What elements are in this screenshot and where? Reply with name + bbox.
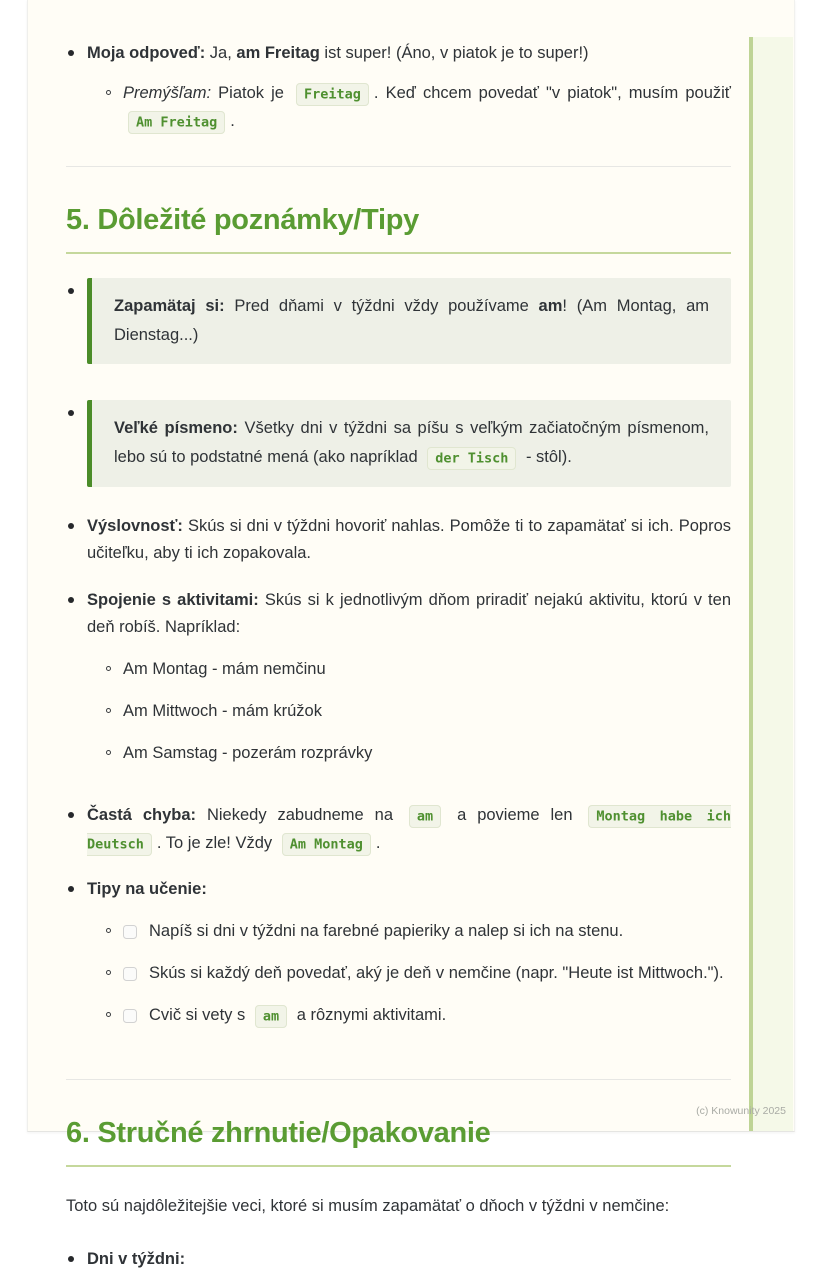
mistake-run-1: Niekedy zabudneme na — [196, 806, 404, 824]
mistake-run-4: . — [375, 834, 381, 852]
list-item-todo — [105, 918, 731, 945]
list-item-todo — [105, 1002, 731, 1030]
circle-bullet-icon — [106, 708, 111, 713]
bullet-icon — [68, 523, 74, 529]
todo-checkbox[interactable] — [123, 925, 137, 939]
code-chip-der-tisch: der Tisch — [427, 447, 516, 470]
code-chip-montag-habe-ich-deutsch: Montag habe ich Deutsch — [87, 805, 731, 856]
list-item-callout-capital — [66, 400, 731, 487]
circle-marker — [105, 918, 123, 945]
circle-bullet-icon — [106, 970, 111, 975]
list-item-thinking — [105, 80, 731, 136]
list-item-callout-remember — [66, 278, 731, 364]
bullet-marker — [66, 513, 87, 567]
callout-capital-run-1: Všetky dni v týždni sa píšu s veľkým začiatočným písmenom, lebo sú to podstatné mená (ako napríklad — [114, 419, 710, 466]
list-item-activity — [105, 740, 731, 767]
code-chip-am: am — [409, 805, 441, 828]
answer-bold-1: am Freitag — [236, 44, 320, 62]
thinking-run-3: . — [230, 112, 235, 130]
intro-list — [66, 40, 731, 136]
callout-remember-run-2: ! (Am Montag, am Dienstag...) — [114, 297, 709, 344]
activity-text: Am Samstag - pozerám rozprávky — [123, 744, 373, 762]
todo-checkbox[interactable] — [123, 1009, 137, 1023]
mistake-label: Častá chyba: — [87, 806, 197, 824]
circle-bullet-icon — [106, 90, 111, 95]
summary-list — [66, 1246, 731, 1273]
list-item-activities — [66, 587, 731, 782]
knowunity-watermark: (c) Knowunity 2025 — [696, 1105, 786, 1117]
callout-capital-run-2: - stôl). — [521, 448, 572, 466]
divider — [66, 1079, 731, 1080]
code-chip-am: am — [255, 1005, 287, 1028]
page-content — [66, 0, 731, 1286]
circle-bullet-icon — [106, 928, 111, 933]
bullet-icon — [68, 886, 74, 892]
thinking-run-1: Piatok je — [211, 84, 292, 102]
days-label: Dni v týždni: — [87, 1250, 186, 1268]
bullet-icon — [68, 410, 74, 416]
bullet-icon — [68, 50, 74, 56]
document-page — [27, 0, 795, 1268]
top-spacer — [66, 0, 731, 27]
circle-marker — [105, 656, 123, 683]
activities-text — [87, 587, 731, 782]
pronunciation-run-1: Skús si dni v týždni hovoriť nahlas. Pomôže ti to zapamätať si ich. Popros učiteľku, aby ti ich zopakovala. — [87, 517, 731, 562]
activities-sublist — [105, 656, 731, 767]
circle-marker — [105, 740, 123, 767]
list-item-pronunciation — [66, 513, 731, 567]
thinking-text — [123, 80, 731, 136]
thinking-label: Premýšľam: — [123, 84, 212, 102]
code-chip-freitag: Freitag — [296, 83, 369, 106]
circle-bullet-icon — [106, 666, 111, 671]
todo-run-1: Cvič si vety s — [149, 1006, 250, 1024]
list-item-mistake — [66, 802, 731, 858]
todo-text: Skús si každý deň povedať, aký je deň v nemčine (napr. "Heute ist Mittwoch."). — [149, 964, 724, 982]
circle-bullet-icon — [106, 1012, 111, 1017]
callout-remember — [87, 278, 731, 364]
todo-run-2: a rôznymi aktivitami. — [292, 1006, 447, 1024]
callout-remember-label: Zapamätaj si: — [114, 297, 225, 315]
list-item-tips — [66, 876, 731, 1045]
mistake-run-2: a povieme len — [446, 806, 584, 824]
callout-remember-bold: am — [538, 297, 563, 315]
bullet-marker — [66, 278, 87, 364]
section-5-heading: 5. Dôležité poznámky/Tipy — [66, 203, 731, 254]
list-item-todo — [105, 960, 731, 987]
callout-capital-letter — [87, 400, 731, 487]
bullet-marker — [66, 1246, 87, 1273]
pronunciation-text — [87, 513, 731, 567]
mistake-run-3: . To je zle! Vždy — [156, 834, 277, 852]
todo-checkbox[interactable] — [123, 967, 137, 981]
bullet-icon — [68, 812, 74, 818]
bullet-marker — [66, 40, 87, 67]
circle-marker — [105, 1002, 123, 1030]
answer-run-2: ist super! (Áno, v piatok je to super!) — [319, 44, 589, 62]
code-chip-am-freitag: Am Freitag — [128, 111, 225, 134]
bullet-marker — [66, 587, 87, 782]
bullet-marker — [66, 876, 87, 1045]
activity-text: Am Montag - mám nemčinu — [123, 660, 326, 678]
circle-bullet-icon — [106, 750, 111, 755]
pronunciation-label: Výslovnosť: — [87, 517, 183, 535]
answer-label: Moja odpoveď: — [87, 44, 206, 62]
bullet-marker — [66, 400, 87, 487]
circle-marker — [105, 80, 123, 136]
callout-wrap — [87, 400, 731, 487]
bullet-marker — [66, 802, 87, 858]
divider — [66, 166, 731, 167]
activities-label: Spojenie s aktivitami: — [87, 591, 259, 609]
todo-text: Napíš si dni v týždni na farebné papieriky a nalep si ich na stenu. — [149, 922, 624, 940]
todo-text — [149, 1002, 731, 1030]
days-text — [87, 1246, 731, 1273]
tips-label: Tipy na učenie: — [87, 880, 207, 898]
circle-marker — [105, 960, 123, 987]
callout-capital-label: Veľké písmeno: — [114, 419, 238, 437]
summary-intro: Toto sú najdôležitejšie veci, ktoré si musím zapamätať o dňoch v týždni v nemčine: — [66, 1197, 670, 1215]
thinking-run-2: . Keď chcem povedať "v piatok", musím použiť — [373, 84, 731, 102]
code-chip-am-montag: Am Montag — [282, 833, 371, 856]
tips-text — [87, 876, 731, 1045]
answer-run-1: Ja, — [205, 44, 237, 62]
page-edge-strip — [749, 37, 793, 1131]
activities-run-1: Skús si k jednotlivým dňom priradiť nejakú aktivitu, ktorú v ten deň robíš. Napríklad: — [87, 591, 731, 636]
list-item-days — [66, 1246, 731, 1273]
bullet-icon — [68, 597, 74, 603]
list-item-answer — [66, 40, 731, 67]
bullet-icon — [68, 288, 74, 294]
mistake-text — [87, 802, 731, 858]
callout-wrap — [87, 278, 731, 364]
activity-text: Am Mittwoch - mám krúžok — [123, 702, 322, 720]
circle-marker — [105, 698, 123, 725]
answer-text — [87, 40, 731, 67]
section-6-heading: 6. Stručné zhrnutie/Opakovanie — [66, 1116, 731, 1167]
callout-remember-run-1: Pred dňami v týždni vždy používame — [224, 297, 539, 315]
section-5-list — [66, 278, 731, 1045]
list-item-activity — [105, 656, 731, 683]
bullet-icon — [68, 1256, 74, 1262]
list-item-activity — [105, 698, 731, 725]
tips-sublist — [105, 918, 731, 1030]
